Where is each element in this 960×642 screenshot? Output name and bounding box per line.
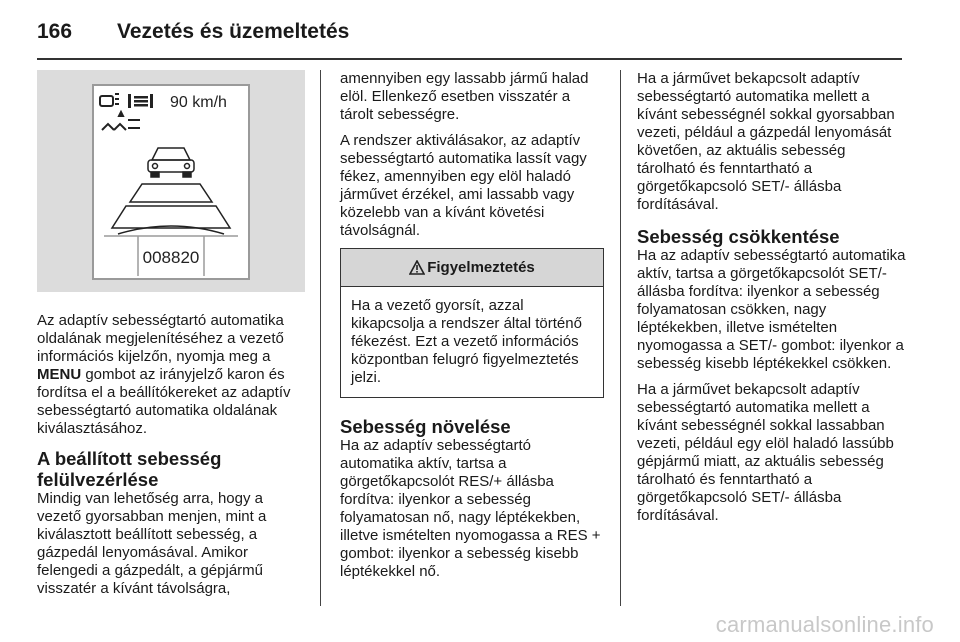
following-distance-icon xyxy=(102,112,140,130)
heading-increase-speed: Sebesség növelése xyxy=(340,416,511,437)
dashboard-arc xyxy=(118,226,224,234)
warning-body xyxy=(341,287,603,397)
chapter-title: Vezetés és üzemeltetés xyxy=(117,20,350,43)
warning-text: Ha a vezető gyorsít, azzal kikapcsolja a rendszer által történő fékezést. Ezt a vezető információs központban felugró figyelmeztetés jelzi. xyxy=(351,297,582,386)
watermark: carmanualsonline.info xyxy=(715,612,934,637)
paragraph-slower-vehicle: amennyiben egy lassabb jármű halad elöl. Ellenkező esetben visszatér a tárolt sebességre. xyxy=(340,70,589,123)
set-speed-readout: 90 km/h xyxy=(170,94,227,111)
column-divider-1 xyxy=(320,70,321,606)
odometer-readout: 008820 xyxy=(142,248,200,267)
column-2 xyxy=(340,70,604,589)
page-number: 166 xyxy=(37,20,73,43)
road-segment-near xyxy=(112,206,230,228)
warning-header xyxy=(341,249,603,287)
paragraph-store-slower-speed: Ha a járművet bekapcsolt adaptív sebességtartó automatika mellett a kívánt sebességnél sokkal lassabban vezeti, például egy elöl haladó lassúbb gépjármű miatt, az aktuális sebesség tárolható és fenntartható a görgetőkapcsoló SET/- állásba fordításával. xyxy=(637,381,894,524)
driver-info-display xyxy=(92,84,250,280)
column-3 xyxy=(637,70,907,533)
road-segment-far xyxy=(130,184,212,202)
paragraph-override: Mindig van lehetőség arra, hogy a vezető gyorsabban menjen, mint a kiválasztott beállított sebesség, a gázpedál lenyomásával. Amikor felengedi a gázpedált, a gépjármű visszatér a kívánt távolságra, xyxy=(37,490,267,597)
distance-bars-icon xyxy=(128,94,153,108)
heading-decrease-speed: Sebesség csökkentése xyxy=(637,226,840,247)
heading-override-speed: A beállított sebesség felülvezérlése xyxy=(37,448,222,490)
warning-triangle-icon xyxy=(409,260,425,275)
paragraph-activation: A rendszer aktiválásakor, az adaptív sebességtartó automatika lassít vagy fékez, amennyiben egy elöl haladó járművet érzékel, ami lassabb vagy közelebb van a kívánt követési távolságnál. xyxy=(340,132,587,239)
vehicle-ahead-icon xyxy=(148,148,194,177)
warning-box xyxy=(340,248,604,398)
header-rule xyxy=(37,58,902,60)
acc-vehicle-icon xyxy=(100,94,119,106)
paragraph-menu-instructions: Az adaptív sebességtartó automatika oldalának megjelenítéséhez a vezető információs kijelzőn, nyomja meg a MENU gombot az irányjelző karon és fordítsa el a beállítókereket az adaptív sebességtartó automatika oldalának kiválasztásához. xyxy=(37,312,291,437)
paragraph-store-speed: Ha a járművet bekapcsolt adaptív sebességtartó automatika mellett a kívánt sebességnél sokkal gyorsabban vezeti, például a gázpedál lenyomását követően, az aktuális sebesség tárolható és fenntartható a görgetőkapcsoló SET/- állásba fordításával. xyxy=(637,70,895,213)
display-graphic xyxy=(94,86,248,278)
instrument-display-figure xyxy=(37,70,305,292)
column-divider-2 xyxy=(620,70,621,606)
menu-button-label: MENU xyxy=(37,366,82,383)
paragraph-decrease-speed: Ha az adaptív sebességtartó automatika aktív, tartsa a görgetőkapcsolót SET/- állásba fordítva: ilyenkor a sebesség folyamatosan csökken, nagy léptékekben, illetve ismételten nyomogassa a SET/- gombot: ilyenkor a sebesség kisebb léptékekkel csökken. xyxy=(637,247,906,372)
paragraph-increase-speed: Ha az adaptív sebességtartó automatika aktív, tartsa a görgetőkapcsolót RES/+ állásba fordítva: ilyenkor a sebesség folyamatosan nő, nagy léptékekben, illetve ismételten nyomogassa a RES + gombot: ilyenkor a sebesség kisebb léptékekkel nő. xyxy=(340,437,601,580)
warning-title: Figyelmeztetés xyxy=(427,258,535,276)
column-1 xyxy=(37,70,305,606)
page-header xyxy=(37,20,349,46)
